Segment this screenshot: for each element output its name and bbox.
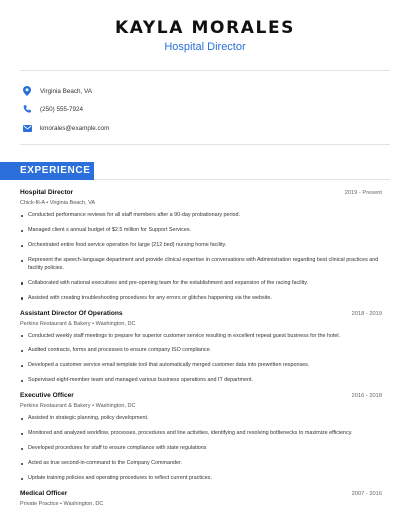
experience-heading-rule [94, 179, 390, 180]
job-title: Assistant Director Of Operations [20, 309, 123, 317]
job-bullet: Monitored and analyzed workflow, processes, procedures and line activities, identifying and resolving bottlenecks to maximize efficiency. [20, 430, 382, 438]
location-pin-icon [22, 86, 32, 96]
job-entry [20, 189, 382, 302]
job-bullets [20, 415, 382, 483]
job-bullet: Audited contracts, forms and processes to ensure company ISO compliance. [20, 347, 382, 355]
contact-phone-text: (250) 555-7924 [40, 106, 84, 113]
job-bullet: Supervised eight-member team and managed various business operations and IT department. [20, 377, 382, 385]
contact-list [22, 82, 109, 138]
job-title: Medical Officer [20, 490, 68, 498]
job-bullet: Assisted in strategic planning, policy development. [20, 415, 382, 423]
job-company: Private Practice [20, 501, 59, 508]
job-location: Virginia Beach, VA [49, 200, 96, 206]
candidate-title: Hospital Director [164, 41, 246, 53]
contact-email-text[interactable]: kmorales@example.com [40, 124, 110, 132]
job-dates: 2018 - 2019 [351, 310, 382, 317]
job-entry [20, 392, 382, 483]
job-title: Executive Officer [20, 392, 74, 400]
contact-location [22, 82, 109, 100]
job-entry [20, 310, 382, 386]
job-bullet: Represent the speech-language department and provide clinical expertise in conversations with Administration regarding best clinical practices and facility policies. [20, 257, 382, 272]
contact-phone [22, 101, 109, 119]
experience-heading [0, 162, 94, 180]
job-dates: 2016 - 2018 [351, 393, 382, 400]
job-bullet: Conducted performance reviews for all staff members after a 90-day probationary period. [20, 212, 382, 220]
job-bullet: Developed a customer service email template tool that automatically merged customer data into prewritten responses. [20, 362, 382, 370]
job-bullet: Update training policies and operating procedures to reflect current practices. [20, 475, 382, 483]
job-bullet: Collaborated with national executives and pre-opening team for the establishment and expansion of the racing facility. [20, 280, 382, 288]
candidate-name: KAYLA MORALES [114, 18, 296, 38]
contact-email[interactable] [22, 119, 109, 137]
job-company: Perkins Restaurant & Bakery [20, 320, 91, 327]
job-dates: 2019 - Present [344, 190, 382, 196]
job-entry [20, 490, 382, 510]
job-bullet: Assisted with creating troubleshooting procedures for any errors or glitches happening via the website. [20, 295, 382, 303]
job-company-line: Private Practice • Washington, DC [20, 501, 104, 508]
job-bullet: Acted as true second-in-command to the Company Commander. [20, 460, 382, 468]
resume-header [0, 0, 410, 54]
job-company-line: Chick-fil-A • Virginia Beach, VA [20, 200, 96, 206]
phone-icon [22, 105, 32, 115]
job-bullet: Managed client s annual budget of $2.5 million for Support Services. [20, 227, 382, 235]
job-bullets [20, 212, 382, 302]
contact-divider [20, 144, 390, 145]
job-bullet: Conducted weekly staff meetings to prepare for superior customer service resulting in excellent repeat guest business for the hotel. [20, 333, 382, 341]
job-bullets [20, 333, 382, 386]
job-bullet: Developed procedures for staff to ensure compliance with state regulations [20, 445, 382, 453]
job-company: Chick-fil-A [20, 200, 45, 206]
job-location: Washington, DC [95, 403, 136, 410]
contact-location-text: Virginia Beach, VA [40, 87, 92, 95]
header-divider [20, 70, 390, 71]
job-location: Washington, DC [63, 501, 104, 508]
job-company: Perkins Restaurant & Bakery [20, 403, 91, 410]
job-location: Washington, DC [95, 320, 136, 327]
job-title: Hospital Director [20, 189, 74, 196]
job-company-line: Perkins Restaurant & Bakery • Washington, DC [20, 320, 136, 327]
experience-list [20, 189, 382, 510]
job-bullet: Orchestrated entire food service operation for large (212 bed) nursing home facility. [20, 242, 382, 250]
email-icon [22, 123, 32, 133]
experience-heading-text: EXPERIENCE [20, 165, 91, 176]
job-dates: 2007 - 2016 [351, 491, 382, 498]
job-company-line: Perkins Restaurant & Bakery • Washington, DC [20, 403, 136, 410]
